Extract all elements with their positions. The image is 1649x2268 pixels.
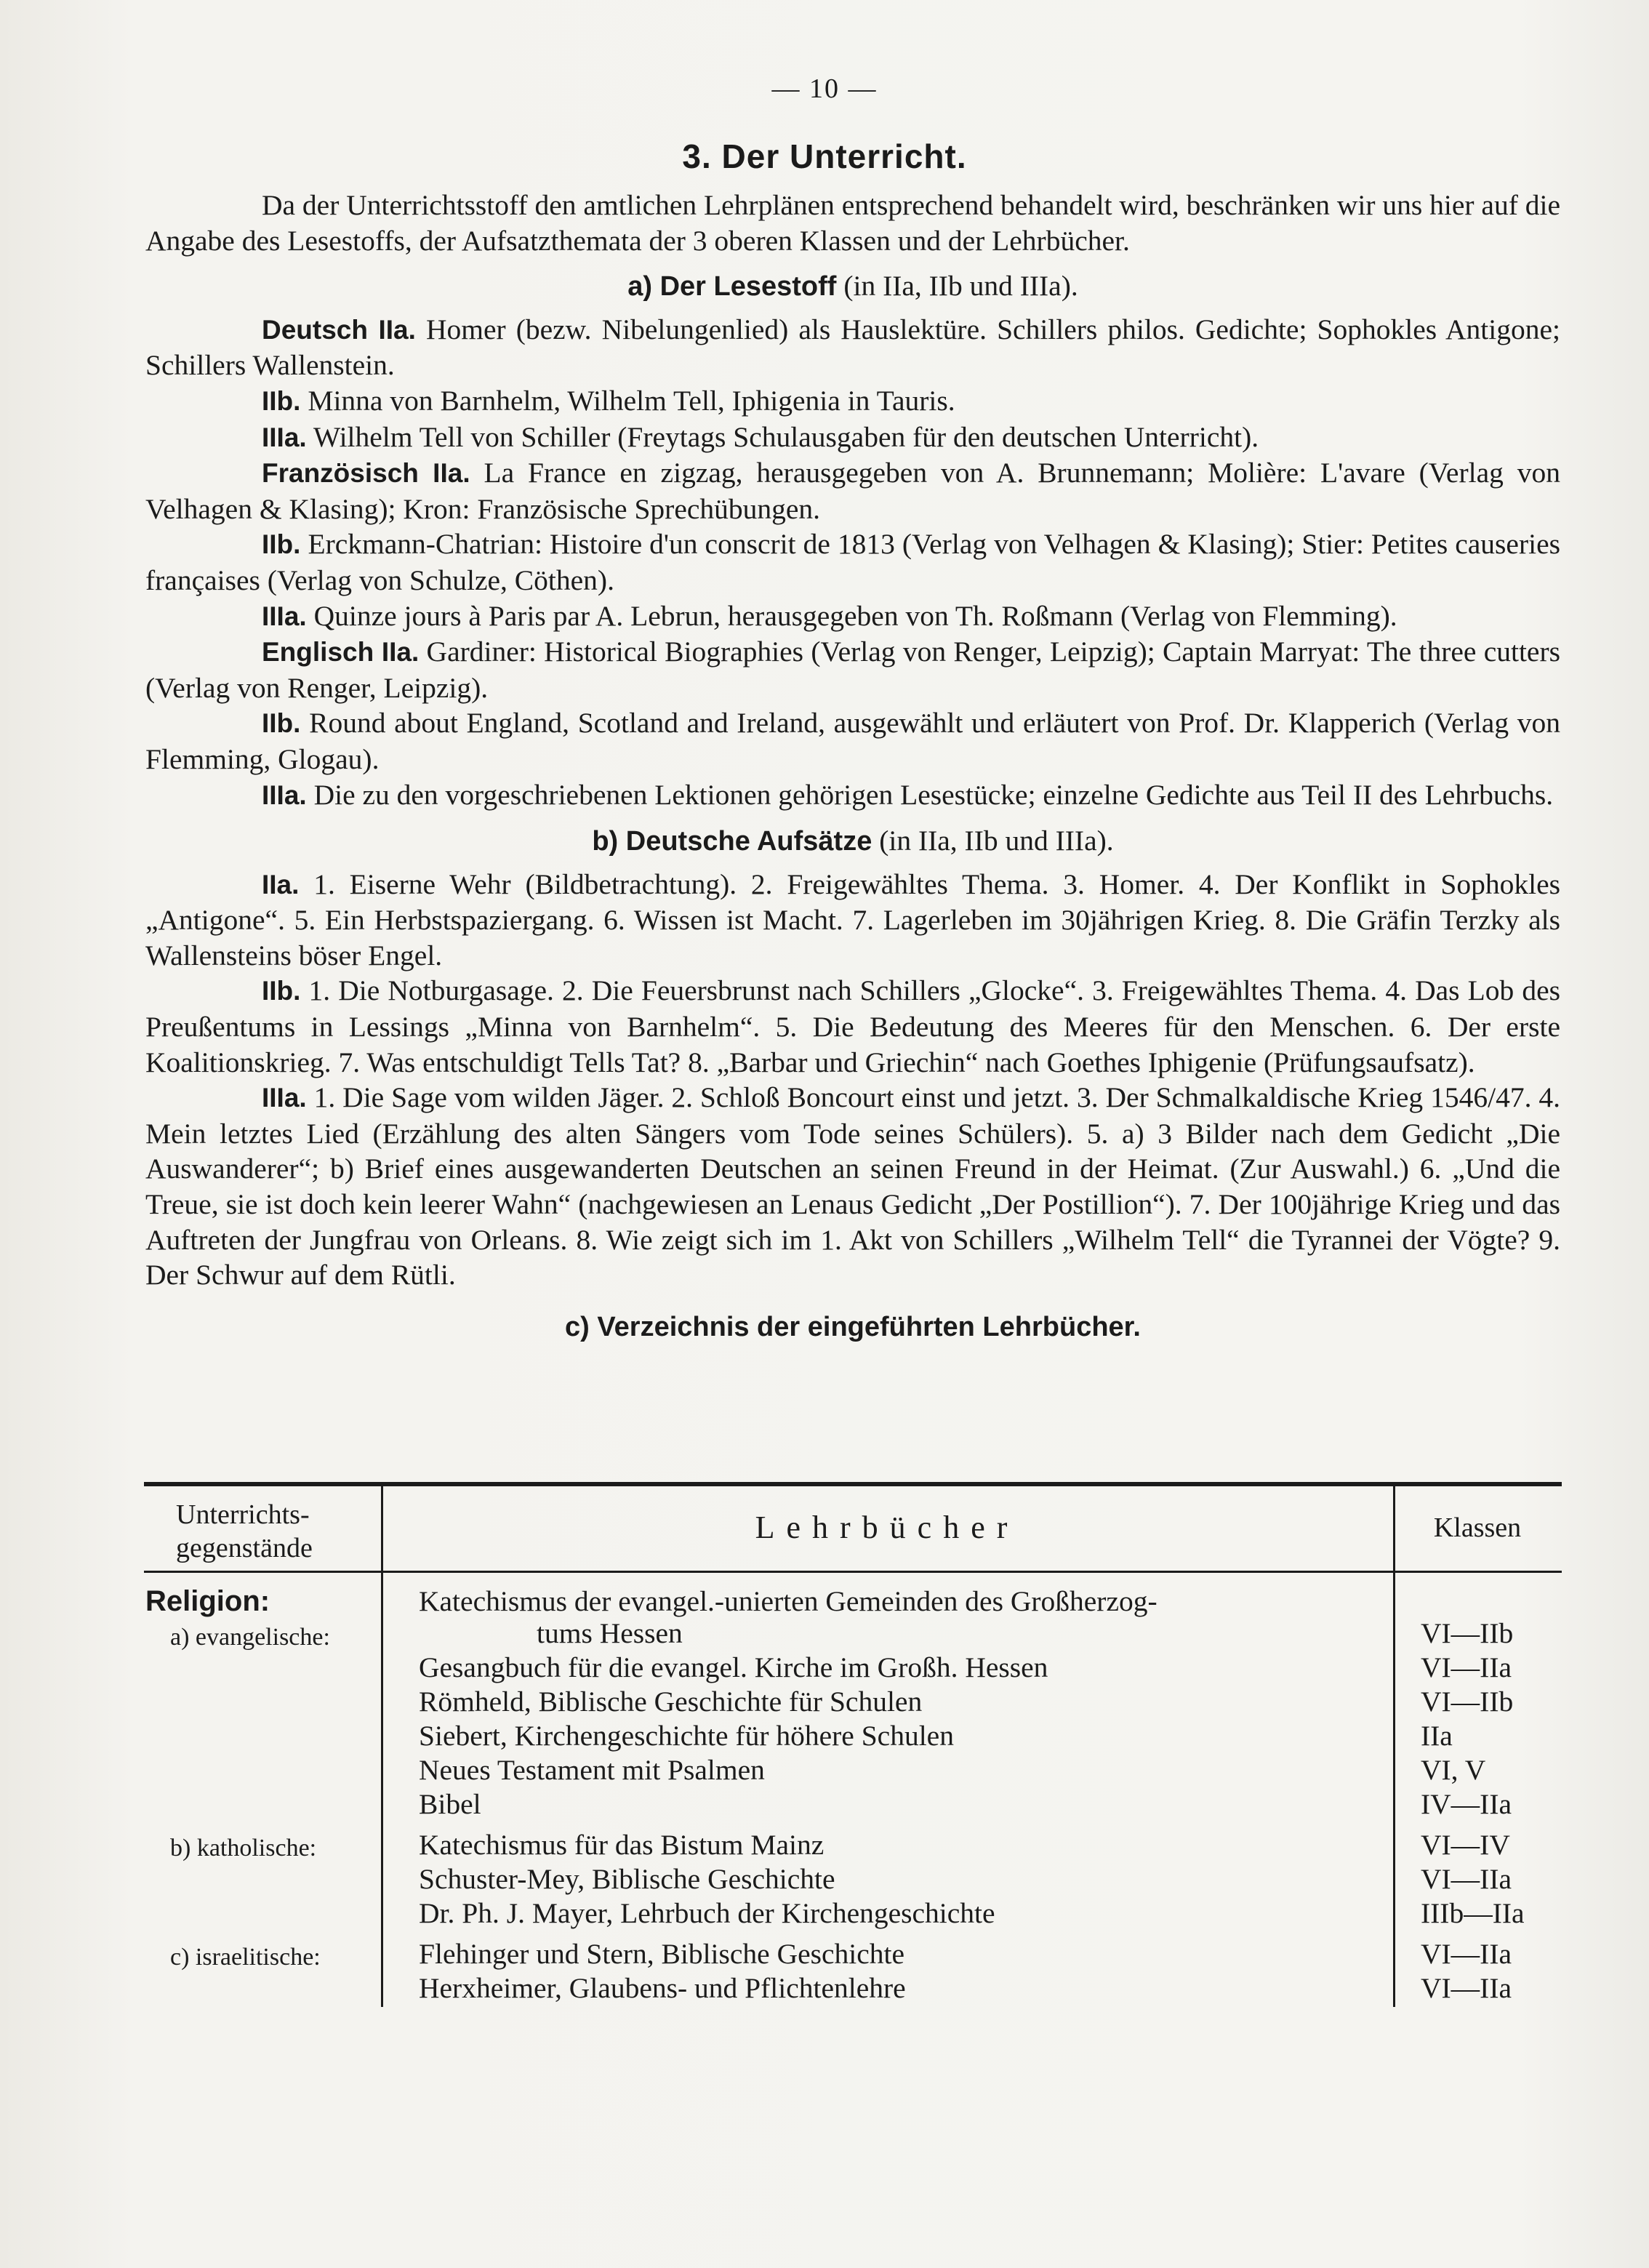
book-classes: VI—IIb [1421,1686,1514,1718]
essays-iia: IIa. 1. Eiserne Wehr (Bildbetrachtung). 2. Freigewähltes Thema. 3. Homer. 4. Der Konflikt in Sophokles „Antigone“. 5. Ein Herbstspaziergang. 6. Wissen ist Macht. 7. Lagerleben im 30jährigen Krieg. 8. Die Gräfin Terzky als Wallensteins böser Engel. [145,867,1560,971]
reading-engl-iib: IIb. Round about England, Scotland and Ireland, ausgewählt und erläutert von Prof. Dr. Klapperich (Verlag von Flemming, Glogau). [145,707,1560,775]
book-title: Katechismus für das Bistum Mainz [419,1829,824,1861]
book-classes: VI—IIa [1421,1938,1512,1970]
book-classes: VI—IIb [1421,1617,1514,1649]
religion-heading: Religion: [145,1585,270,1617]
book-title: Bibel [419,1788,481,1820]
body-text [145,188,1560,1345]
textbook-table [144,1482,1562,2035]
essays-iib: IIb. 1. Die Notburgasage. 2. Die Feuersbrunst nach Schillers „Glocke“. 3. Freigewähltes Thema. 4. Das Lob des Preußentums in Lessings „Minna von Barnhelm“. 5. Die Bedeutung des Meeres für den Menschen. 6. Der erste Koalitionskrieg. 7. Was entschuldigt Tells Tat? 8. „Barbar und Griechin“ nach Goethes Iphigenie (Prüfungsaufsatz). [145,974,1560,1078]
header-subjects: Unterrichts-gegenstände [176,1499,313,1563]
book-classes: VI—IIa [1421,1651,1512,1683]
header-classes: Klassen [1433,1512,1522,1543]
book-classes: IIa [1421,1720,1453,1752]
book-title: Flehinger und Stern, Biblische Geschichte [419,1938,905,1970]
table-header-rule [144,1571,1562,1573]
book-title: Gesangbuch für die evangel. Kirche im Großh. Hessen [419,1651,1048,1683]
reading-franz-iib: IIb. Erckmann-Chatrian: Histoire d'un conscrit de 1813 (Verlag von Velhagen & Klasing); Stier: Petites causeries françaises (Verlag von Schulze, Cöthen). [145,528,1560,596]
group-label: b) katholische: [170,1835,317,1862]
reading-engl-iia: Englisch IIa. Gardiner: Historical Biographies (Verlag von Renger, Leipzig); Captain Marryat: The three cutters (Verlag von Renger, Leipzig). [145,636,1560,704]
reading-deutsch-iiia: IIIa. Wilhelm Tell von Schiller (Freytags Schulausgaben für den deutschen Unterricht). [262,420,1259,453]
essays-iiia: IIIa. 1. Die Sage vom wilden Jäger. 2. Schloß Boncourt einst und jetzt. 3. Der Schmalkaldische Krieg 1546/47. 4. Mein letztes Lied (Erzählung des alten Sängers vom Tode seines Schülers). 5. a) 3 Bilder nach dem Gedicht „Die Auswanderer“; b) Brief eines ausgewanderten Deutschen an seinen Freund in der Heimat. (Zur Auswahl.) 6. „Und die Treue, sie ist doch kein leerer Wahn“ (nachgewiesen an Lenaus Gedicht „Der Postillion“). 7. Der 100jährige Krieg und das Auftreten der Jungfrau von Orleans. 8. Wie zeigt sich im 1. Akt von Schillers „Wilhelm Tell“ die Tyrannei der Vögte? 9. Der Schwur auf dem Rütli. [145,1081,1560,1291]
book-title: tums Hessen [537,1617,683,1649]
reading-deutsch-iia: Deutsch IIa. Homer (bezw. Nibelungenlied) als Hauslektüre. Schillers philos. Gedichte; Sophokles Antigone; Schillers Wallenstein. [145,313,1560,382]
group-label: c) israelitische: [170,1944,321,1971]
table-top-rule [144,1482,1562,1486]
book-title: Siebert, Kirchengeschichte für höhere Schulen [419,1720,954,1752]
book-classes: IIIb—IIa [1421,1897,1525,1929]
table-column-divider [1393,1482,1395,2007]
book-title: Schuster-Mey, Biblische Geschichte [419,1863,835,1895]
header-books: Lehrbücher [755,1510,1019,1545]
book-classes: IV—IIa [1421,1788,1512,1820]
subheading-reading: a) Der Lesestoff (in IIa, IIb und IIIa). [627,270,1078,302]
book-classes: VI—IIa [1421,1863,1512,1895]
subheading-essays: b) Deutsche Aufsätze (in IIa, IIb und IIIa). [592,825,1114,857]
book-title: Katechismus der evangel.-unierten Gemeinden des Großherzog- [419,1585,1157,1617]
book-title: Dr. Ph. J. Mayer, Lehrbuch der Kirchengeschichte [419,1897,995,1929]
reading-franz-iiia: IIIa. Quinze jours à Paris par A. Lebrun, herausgegeben von Th. Roßmann (Verlag von Flemming). [262,599,1397,632]
subheading-textbooks: c) Verzeichnis der eingeführten Lehrbücher. [565,1311,1141,1342]
reading-deutsch-iib: IIb. Minna von Barnhelm, Wilhelm Tell, Iphigenia in Tauris. [262,384,955,417]
section-title: 3. Der Unterricht. [682,137,967,175]
page-number: — 10 — [771,73,878,104]
book-title: Neues Testament mit Psalmen [419,1754,765,1786]
book-title: Herxheimer, Glaubens- und Pflichtenlehre [419,1972,906,2004]
book-title: Römheld, Biblische Geschichte für Schulen [419,1686,923,1718]
book-classes: VI—IIa [1421,1972,1512,2004]
book-classes: VI, V [1421,1754,1486,1786]
reading-engl-iiia: IIIa. Die zu den vorgeschriebenen Lektionen gehörigen Lesestücke; einzelne Gedichte aus Teil II des Lehrbuchs. [262,778,1554,811]
group-label: a) evangelische: [170,1624,330,1651]
book-classes: VI—IV [1421,1829,1510,1861]
table-column-divider [381,1482,383,2007]
intro-paragraph: Da der Unterrichtsstoff den amtlichen Lehrplänen entsprechend behandelt wird, beschränken wir uns hier auf die Angabe des Lesestoffs, der Aufsatzthemata der 3 oberen Klassen und der Lehrbücher. [145,189,1560,257]
reading-franz-iia: Französisch IIa. La France en zigzag, herausgegeben von A. Brunnemann; Molière: L'avare (Verlag von Velhagen & Klasing); Kron: Französische Sprechübungen. [145,457,1561,525]
